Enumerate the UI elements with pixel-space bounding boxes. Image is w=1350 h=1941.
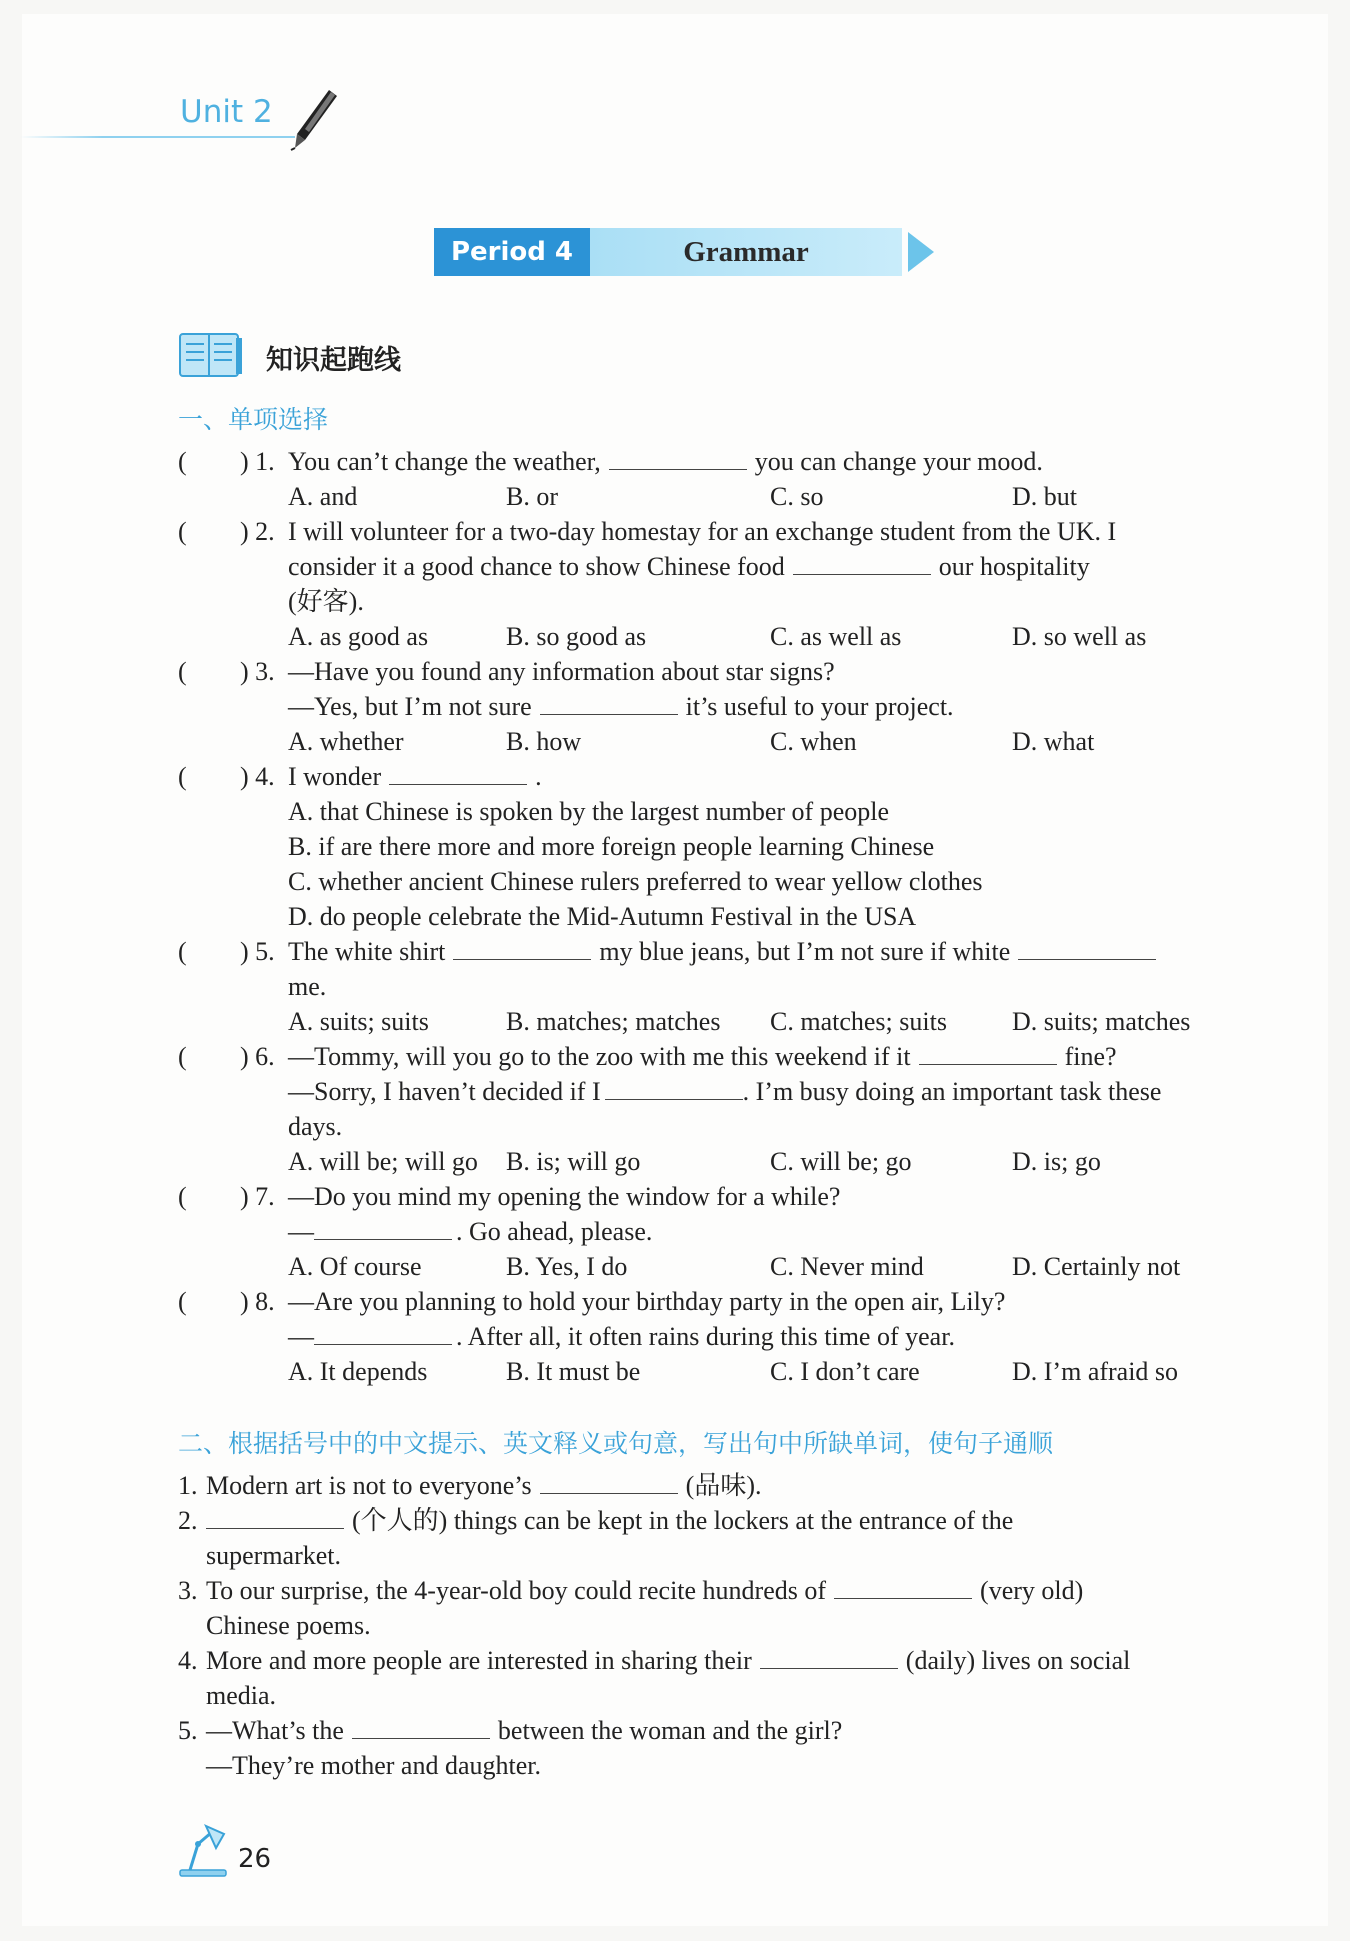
- option-d[interactable]: D. do people celebrate the Mid-Autumn Festival in the USA: [288, 902, 917, 931]
- answer-blank[interactable]: [453, 937, 591, 960]
- item-text: Chinese poems.: [206, 1611, 371, 1640]
- question-text: .: [535, 762, 542, 791]
- option-a[interactable]: A. suits; suits: [288, 1007, 429, 1036]
- answer-paren-open: (: [178, 517, 187, 546]
- item-text: (very old): [980, 1576, 1084, 1605]
- option-c[interactable]: C. so: [770, 482, 824, 511]
- question-text: —: [288, 1322, 314, 1351]
- section1-heading: 一、单项选择: [178, 405, 329, 434]
- option-d[interactable]: D. Certainly not: [1012, 1252, 1181, 1281]
- answer-blank[interactable]: [314, 1322, 452, 1345]
- option-c[interactable]: C. I don’t care: [770, 1357, 920, 1386]
- option-b[interactable]: B. so good as: [506, 622, 647, 651]
- page-number: 26: [238, 1844, 272, 1874]
- question-text: . Go ahead, please.: [456, 1217, 653, 1246]
- question-text: —Tommy, will you go to the zoo with me this weekend if it: [288, 1042, 911, 1071]
- item-text: between the woman and the girl?: [497, 1716, 843, 1745]
- question-text: —Sorry, I haven’t decided if I: [288, 1077, 601, 1106]
- question-text: —Do you mind my opening the window for a while?: [288, 1182, 841, 1211]
- option-c[interactable]: C. whether ancient Chinese rulers preferred to wear yellow clothes: [288, 867, 983, 896]
- banner-arrow-icon: [908, 232, 934, 272]
- option-d[interactable]: D. I’m afraid so: [1012, 1357, 1179, 1386]
- option-b[interactable]: B. matches; matches: [506, 1007, 721, 1036]
- answer-blank[interactable]: [609, 447, 747, 470]
- question-text: —: [288, 1217, 314, 1246]
- question-text: (好客).: [288, 587, 364, 616]
- option-c[interactable]: C. matches; suits: [770, 1007, 947, 1036]
- item-text: (个人的) things can be kept in the lockers at the entrance of the: [352, 1506, 1014, 1535]
- question-text: . I’m busy doing an important task these: [742, 1077, 1162, 1106]
- item-text: —What’s the: [206, 1716, 344, 1745]
- question-number: ) 4.: [240, 762, 275, 791]
- question-text: fine?: [1064, 1042, 1117, 1071]
- option-a[interactable]: A. that Chinese is spoken by the largest number of people: [288, 797, 890, 826]
- question-text: You can’t change the weather,: [288, 447, 601, 476]
- item-number: 4.: [178, 1646, 198, 1675]
- period-banner: [434, 228, 954, 280]
- question-number: ) 1.: [240, 447, 275, 476]
- question-number: ) 3.: [240, 657, 275, 686]
- period-name: Grammar: [590, 228, 902, 276]
- answer-blank[interactable]: [1018, 937, 1156, 960]
- question-number: ) 8.: [240, 1287, 275, 1316]
- question-text: —Have you found any information about star signs?: [288, 657, 835, 686]
- option-b[interactable]: B. is; will go: [506, 1147, 641, 1176]
- answer-blank[interactable]: [540, 1471, 678, 1494]
- option-a[interactable]: A. It depends: [288, 1357, 428, 1386]
- answer-blank[interactable]: [206, 1506, 344, 1529]
- answer-paren-open: (: [178, 1182, 187, 1211]
- question-text: it’s useful to your project.: [685, 692, 954, 721]
- item-number: 1.: [178, 1471, 198, 1500]
- option-a[interactable]: A. and: [288, 482, 358, 511]
- option-b[interactable]: B. Yes, I do: [506, 1252, 628, 1281]
- item-text: Modern art is not to everyone’s: [206, 1471, 532, 1500]
- pen-icon: [285, 86, 345, 152]
- question-text: —Yes, but I’m not sure: [288, 692, 532, 721]
- answer-paren-open: (: [178, 762, 187, 791]
- answer-paren-open: (: [178, 1042, 187, 1071]
- option-d[interactable]: D. what: [1012, 727, 1095, 756]
- question-text: our hospitality: [938, 552, 1090, 581]
- option-d[interactable]: D. but: [1012, 482, 1077, 511]
- option-d[interactable]: D. suits; matches: [1012, 1007, 1191, 1036]
- option-c[interactable]: C. as well as: [770, 622, 902, 651]
- option-a[interactable]: A. whether: [288, 727, 404, 756]
- period-label: Period 4: [434, 228, 590, 276]
- item-text: media.: [206, 1681, 277, 1710]
- option-d[interactable]: D. is; go: [1012, 1147, 1101, 1176]
- item-number: 5.: [178, 1716, 198, 1745]
- option-b[interactable]: B. if are there more and more foreign people learning Chinese: [288, 832, 935, 861]
- item-text: supermarket.: [206, 1541, 342, 1570]
- item-text: —They’re mother and daughter.: [206, 1751, 541, 1780]
- answer-blank[interactable]: [389, 762, 527, 785]
- option-b[interactable]: B. or: [506, 482, 558, 511]
- item-text: (daily) lives on social: [905, 1646, 1131, 1675]
- question-text: I will volunteer for a two-day homestay for an exchange student from the UK. I: [288, 517, 1117, 546]
- question-text: me.: [288, 972, 327, 1001]
- option-c[interactable]: C. Never mind: [770, 1252, 924, 1281]
- answer-blank[interactable]: [540, 692, 678, 715]
- answer-paren-open: (: [178, 937, 187, 966]
- question-number: ) 2.: [240, 517, 275, 546]
- question-text: —Are you planning to hold your birthday party in the open air, Lily?: [288, 1287, 1006, 1316]
- answer-blank[interactable]: [793, 552, 931, 575]
- unit-title: Unit 2: [180, 94, 273, 130]
- answer-blank[interactable]: [834, 1576, 972, 1599]
- question-text: you can change your mood.: [754, 447, 1043, 476]
- answer-blank[interactable]: [352, 1716, 490, 1739]
- question-text: . After all, it often rains during this time of year.: [456, 1322, 955, 1351]
- item-number: 2.: [178, 1506, 198, 1535]
- question-text: I wonder: [288, 762, 382, 791]
- section2-heading: 二、根据括号中的中文提示、英文释义或句意，写出句中所缺单词，使句子通顺: [178, 1429, 1054, 1458]
- answer-blank[interactable]: [314, 1217, 452, 1240]
- option-b[interactable]: B. how: [506, 727, 582, 756]
- page-footer: [176, 1820, 296, 1880]
- option-c[interactable]: C. will be; go: [770, 1147, 912, 1176]
- unit-header: [20, 88, 320, 148]
- question-number: ) 7.: [240, 1182, 275, 1211]
- option-a[interactable]: A. as good as: [288, 622, 429, 651]
- desk-lamp-icon: [176, 1820, 232, 1880]
- answer-blank[interactable]: [760, 1646, 898, 1669]
- option-c[interactable]: C. when: [770, 727, 857, 756]
- answer-paren-open: (: [178, 447, 187, 476]
- item-text: More and more people are interested in sharing their: [206, 1646, 752, 1675]
- knowledge-title: 知识起跑线: [266, 345, 401, 376]
- question-number: ) 6.: [240, 1042, 275, 1071]
- option-a[interactable]: A. will be; will go: [288, 1147, 478, 1176]
- item-text: (品味).: [685, 1471, 762, 1500]
- question-text: my blue jeans, but I’m not sure if white: [599, 937, 1011, 966]
- item-text: To our surprise, the 4-year-old boy could recite hundreds of: [206, 1576, 827, 1605]
- option-a[interactable]: A. Of course: [288, 1252, 422, 1281]
- question-text: consider it a good chance to show Chinese food: [288, 552, 785, 581]
- answer-paren-open: (: [178, 1287, 187, 1316]
- question-text: The white shirt: [288, 937, 446, 966]
- option-d[interactable]: D. so well as: [1012, 622, 1147, 651]
- unit-underline: [20, 136, 295, 138]
- option-b[interactable]: B. It must be: [506, 1357, 641, 1386]
- answer-blank[interactable]: [605, 1077, 743, 1100]
- book-icon: [178, 330, 244, 380]
- question-number: ) 5.: [240, 937, 275, 966]
- answer-blank[interactable]: [919, 1042, 1057, 1065]
- item-number: 3.: [178, 1576, 198, 1605]
- knowledge-section-header: [178, 330, 478, 382]
- question-text: days.: [288, 1112, 343, 1141]
- answer-paren-open: (: [178, 657, 187, 686]
